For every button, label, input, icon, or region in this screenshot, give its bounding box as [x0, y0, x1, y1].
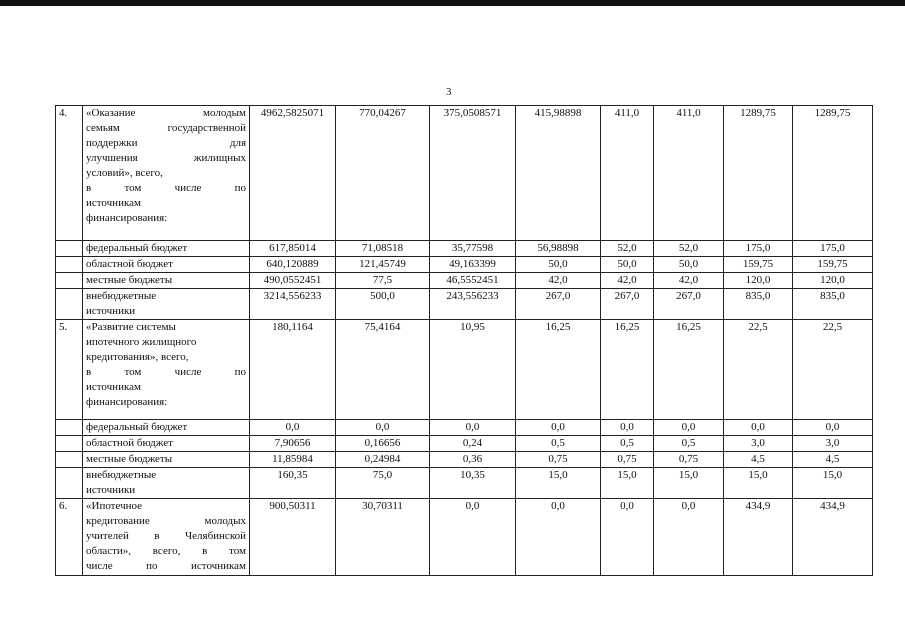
- row-name-line: финансирования:: [86, 396, 168, 408]
- value-cell: 56,98898: [516, 241, 601, 257]
- value-cell: 0,0: [430, 499, 516, 576]
- value-cell: 52,0: [654, 241, 724, 257]
- value-cell: 0,75: [516, 452, 601, 468]
- value-cell: 42,0: [516, 273, 601, 289]
- value-cell: 3,0: [793, 436, 873, 452]
- table-row: [56, 289, 873, 320]
- row-name-line: ипотечного жилищного: [86, 336, 197, 348]
- row-number: [56, 289, 83, 320]
- value-cell: 180,1164: [250, 320, 336, 420]
- value-cell: 0,0: [516, 420, 601, 436]
- value-cell: 175,0: [724, 241, 793, 257]
- value-cell: 15,0: [724, 468, 793, 499]
- value-cell: 411,0: [654, 106, 724, 241]
- row-name-line: в том числе по: [86, 366, 246, 378]
- row-name-line: федеральный бюджет: [86, 242, 188, 254]
- value-cell: 160,35: [250, 468, 336, 499]
- value-cell: 267,0: [601, 289, 654, 320]
- row-name-line: федеральный бюджет: [86, 421, 188, 433]
- value-cell: 0,36: [430, 452, 516, 468]
- row-name-line: поддержки для: [86, 137, 246, 149]
- value-cell: 159,75: [793, 257, 873, 273]
- value-cell: 0,0: [793, 420, 873, 436]
- row-name: [83, 436, 250, 452]
- value-cell: 243,556233: [430, 289, 516, 320]
- row-name-line: «Оказание молодым: [86, 107, 246, 119]
- value-cell: 267,0: [516, 289, 601, 320]
- value-cell: 50,0: [654, 257, 724, 273]
- value-cell: 0,0: [654, 420, 724, 436]
- row-number: 4.: [56, 106, 83, 241]
- table-row: [56, 320, 873, 420]
- row-name-line: области», всего, в том: [86, 545, 246, 557]
- value-cell: 4962,5825071: [250, 106, 336, 241]
- row-name-line: источникам: [86, 197, 141, 209]
- row-name: [83, 499, 250, 576]
- value-cell: 0,75: [601, 452, 654, 468]
- row-name: [83, 320, 250, 420]
- value-cell: 46,5552451: [430, 273, 516, 289]
- value-cell: 159,75: [724, 257, 793, 273]
- row-name: [83, 468, 250, 499]
- row-number: [56, 452, 83, 468]
- row-name-line: источники: [86, 305, 136, 317]
- value-cell: 11,85984: [250, 452, 336, 468]
- row-name-line: в том числе по: [86, 182, 246, 194]
- row-number: [56, 241, 83, 257]
- top-border-bar: [0, 0, 905, 6]
- value-cell: 1289,75: [793, 106, 873, 241]
- row-name-line: «Развитие системы: [86, 321, 176, 333]
- value-cell: 15,0: [516, 468, 601, 499]
- row-name-line: «Ипотечное: [86, 500, 143, 512]
- value-cell: 7,90656: [250, 436, 336, 452]
- value-cell: 71,08518: [336, 241, 430, 257]
- table-row: [56, 257, 873, 273]
- value-cell: 30,70311: [336, 499, 430, 576]
- table-row: [56, 106, 873, 241]
- row-name: [83, 257, 250, 273]
- value-cell: 490,0552451: [250, 273, 336, 289]
- table-row: [56, 468, 873, 499]
- value-cell: 0,24984: [336, 452, 430, 468]
- value-cell: 900,50311: [250, 499, 336, 576]
- row-name-line: числе по источникам: [86, 560, 246, 572]
- value-cell: 0,24: [430, 436, 516, 452]
- row-name: [83, 289, 250, 320]
- value-cell: 15,0: [654, 468, 724, 499]
- row-name: [83, 241, 250, 257]
- value-cell: 175,0: [793, 241, 873, 257]
- row-number: [56, 468, 83, 499]
- value-cell: 0,0: [724, 420, 793, 436]
- value-cell: 434,9: [724, 499, 793, 576]
- row-name-line: кредитования», всего,: [86, 351, 189, 363]
- value-cell: 15,0: [601, 468, 654, 499]
- value-cell: 22,5: [793, 320, 873, 420]
- table-row: [56, 499, 873, 576]
- row-number: 6.: [56, 499, 83, 576]
- value-cell: 16,25: [654, 320, 724, 420]
- row-name-line: условий», всего,: [86, 167, 163, 179]
- value-cell: 52,0: [601, 241, 654, 257]
- value-cell: 0,0: [336, 420, 430, 436]
- value-cell: 0,0: [250, 420, 336, 436]
- value-cell: 770,04267: [336, 106, 430, 241]
- value-cell: 3214,556233: [250, 289, 336, 320]
- row-name-line: областной бюджет: [86, 258, 173, 270]
- value-cell: 617,85014: [250, 241, 336, 257]
- row-name-line: учителей в Челябинской: [86, 530, 246, 542]
- value-cell: 120,0: [793, 273, 873, 289]
- value-cell: 3,0: [724, 436, 793, 452]
- value-cell: 4,5: [724, 452, 793, 468]
- value-cell: 835,0: [793, 289, 873, 320]
- row-name: [83, 452, 250, 468]
- row-name-line: внебюджетные: [86, 469, 157, 481]
- value-cell: 0,0: [601, 499, 654, 576]
- table-row: [56, 273, 873, 289]
- row-name-line: местные бюджеты: [86, 453, 173, 465]
- row-name-line: областной бюджет: [86, 437, 173, 449]
- value-cell: 50,0: [516, 257, 601, 273]
- value-cell: 0,0: [430, 420, 516, 436]
- value-cell: 16,25: [601, 320, 654, 420]
- value-cell: 0,0: [516, 499, 601, 576]
- value-cell: 0,16656: [336, 436, 430, 452]
- table-row: [56, 241, 873, 257]
- value-cell: 10,35: [430, 468, 516, 499]
- row-name-line: улучшения жилищных: [86, 152, 246, 164]
- value-cell: 15,0: [793, 468, 873, 499]
- row-name-line: семьям государственной: [86, 122, 246, 134]
- row-name-line: внебюджетные: [86, 290, 157, 302]
- row-number: 5.: [56, 320, 83, 420]
- value-cell: 49,163399: [430, 257, 516, 273]
- table-row: [56, 420, 873, 436]
- value-cell: 0,5: [654, 436, 724, 452]
- value-cell: 1289,75: [724, 106, 793, 241]
- value-cell: 120,0: [724, 273, 793, 289]
- value-cell: 16,25: [516, 320, 601, 420]
- value-cell: 4,5: [793, 452, 873, 468]
- row-number: [56, 257, 83, 273]
- value-cell: 50,0: [601, 257, 654, 273]
- value-cell: 0,75: [654, 452, 724, 468]
- value-cell: 0,0: [654, 499, 724, 576]
- value-cell: 434,9: [793, 499, 873, 576]
- value-cell: 415,98898: [516, 106, 601, 241]
- value-cell: 640,120889: [250, 257, 336, 273]
- row-name: [83, 273, 250, 289]
- value-cell: 411,0: [601, 106, 654, 241]
- page-number: 3: [446, 86, 452, 98]
- value-cell: 10,95: [430, 320, 516, 420]
- value-cell: 42,0: [601, 273, 654, 289]
- value-cell: 75,4164: [336, 320, 430, 420]
- table-row: [56, 452, 873, 468]
- value-cell: 77,5: [336, 273, 430, 289]
- row-name-line: источники: [86, 484, 136, 496]
- row-name-line: местные бюджеты: [86, 274, 173, 286]
- value-cell: 375,0508571: [430, 106, 516, 241]
- row-name-line: кредитование молодых: [86, 515, 246, 527]
- row-number: [56, 273, 83, 289]
- row-number: [56, 420, 83, 436]
- row-name-line: источникам: [86, 381, 141, 393]
- value-cell: 0,0: [601, 420, 654, 436]
- value-cell: 121,45749: [336, 257, 430, 273]
- value-cell: 835,0: [724, 289, 793, 320]
- value-cell: 75,0: [336, 468, 430, 499]
- row-name: [83, 106, 250, 241]
- value-cell: 500,0: [336, 289, 430, 320]
- row-number: [56, 436, 83, 452]
- value-cell: 0,5: [601, 436, 654, 452]
- value-cell: 267,0: [654, 289, 724, 320]
- value-cell: 0,5: [516, 436, 601, 452]
- table-row: [56, 436, 873, 452]
- row-name: [83, 420, 250, 436]
- row-name-line: финансирования:: [86, 212, 168, 224]
- value-cell: 22,5: [724, 320, 793, 420]
- financing-table: [55, 105, 873, 576]
- value-cell: 35,77598: [430, 241, 516, 257]
- value-cell: 42,0: [654, 273, 724, 289]
